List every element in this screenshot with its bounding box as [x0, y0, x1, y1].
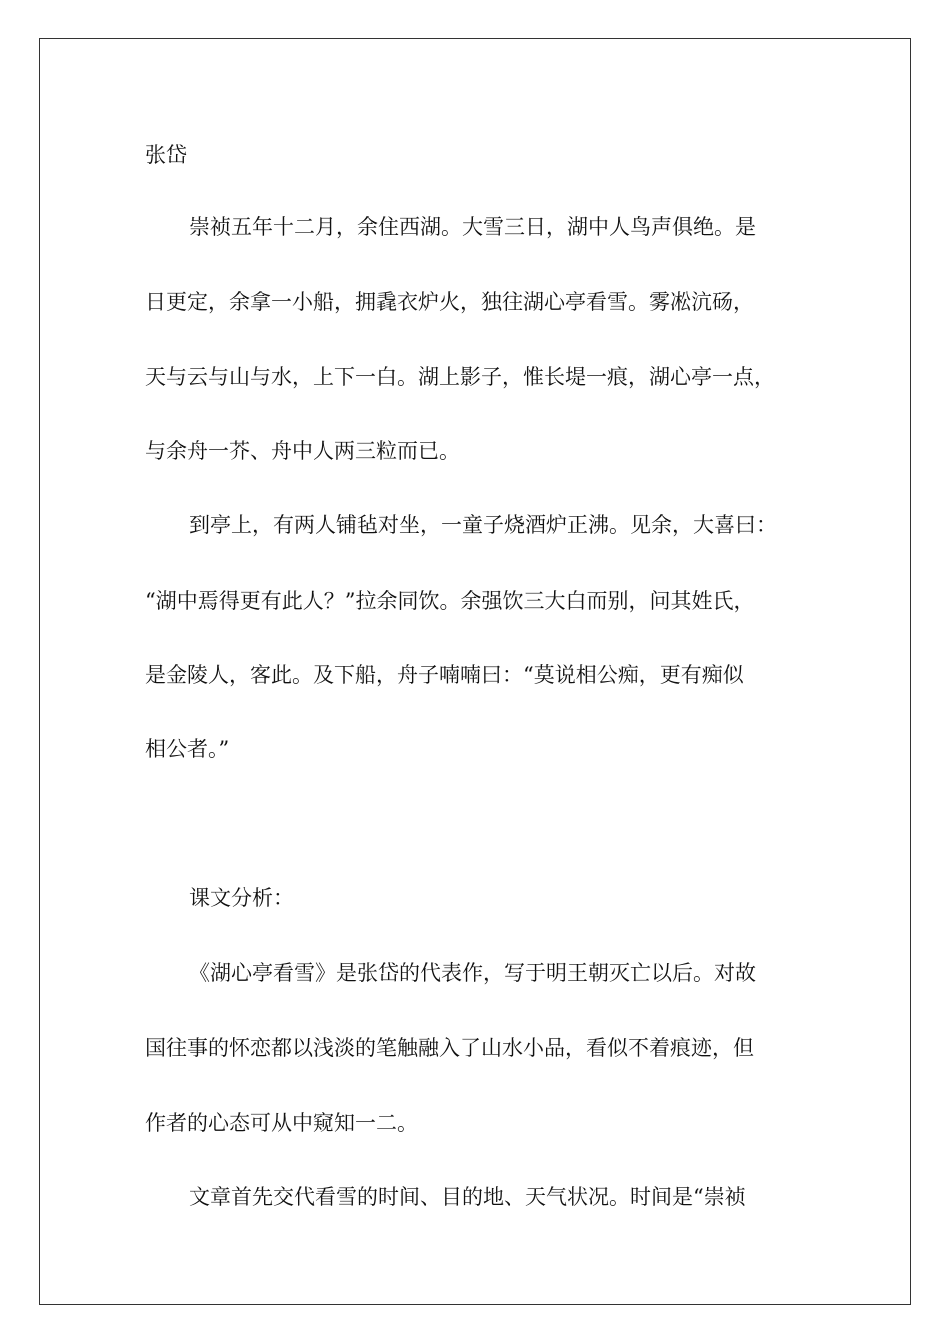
paragraph-2-line-3: 是金陵人，客此。及下船，舟子喃喃曰：“莫说相公痴，更有痴似	[145, 663, 744, 687]
analysis-heading: 课文分析：	[189, 886, 294, 910]
paragraph-2-line-1: 到亭上，有两人铺毡对坐，一童子烧酒炉正沸。见余，大喜曰：	[189, 513, 777, 537]
author-name: 张岱	[145, 143, 187, 167]
paragraph-1-line-1: 崇祯五年十二月，余住西湖。大雪三日，湖中人鸟声俱绝。是	[189, 215, 756, 239]
analysis-paragraph-1-line-1: 《湖心亭看雪》是张岱的代表作，写于明王朝灭亡以后。对故	[189, 961, 756, 985]
paragraph-1-line-3: 天与云与山与水，上下一白。湖上影子，惟长堤一痕，湖心亭一点，	[145, 365, 775, 389]
paragraph-1-line-2: 日更定，余拿一小船，拥毳衣炉火，独往湖心亭看雪。雾凇沆砀，	[145, 290, 754, 314]
paragraph-2-line-4: 相公者。”	[145, 737, 230, 761]
paragraph-1-line-4: 与余舟一芥、舟中人两三粒而已。	[145, 439, 460, 463]
paragraph-2-line-2: “湖中焉得更有此人？”拉余同饮。余强饮三大白而别，问其姓氏，	[145, 589, 755, 613]
analysis-paragraph-1-line-3: 作者的心态可从中窥知一二。	[145, 1111, 418, 1135]
analysis-paragraph-2-line-1: 文章首先交代看雪的时间、目的地、天气状况。时间是“崇祯	[189, 1185, 746, 1209]
analysis-paragraph-1-line-2: 国往事的怀恋都以浅淡的笔触融入了山水小品，看似不着痕迹，但	[145, 1036, 754, 1060]
